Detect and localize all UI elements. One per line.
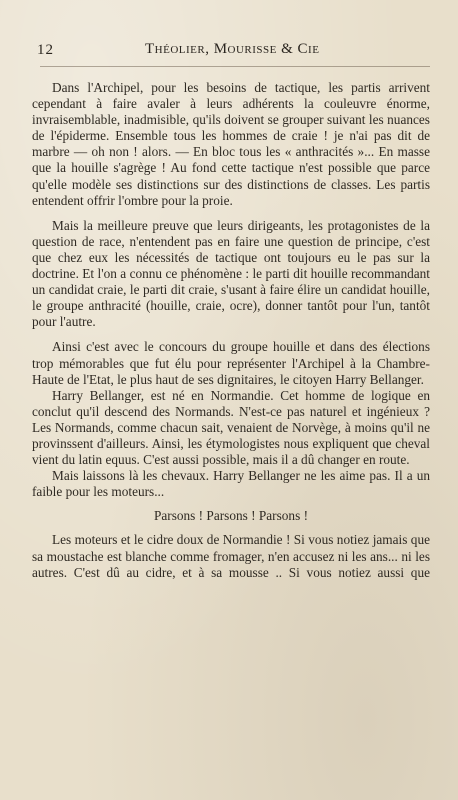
paragraph-4: Harry Bellanger, est né en Normandie. Cet homme de logique en conclut qu'il descend des Normands. N'est-ce pas naturel et ingénieux ? Les Normands, comme chacun sait, venaient de Norvège, à moins qu'il ne provinssent d'ailleurs. Ainsi, les étymologistes nous expliquent que cheval vient du latin equus. C'est aussi possible, mais il a dû changer en route. bbox=[32, 387, 430, 468]
paragraph-1: Dans l'Archipel, pour les besoins de tactique, les partis arrivent cependant à faire avaler à leurs adhérents la couleuvre énorme, invraisemblable, inadmisible, qu'ils doivent se grouper suivant les nuances de l'épiderme. Ensemble tous les hommes de craie ! je n'ai pas dit de marbre — oh non ! alors. — En bloc tous les « anthracités »... En masse que la houille s'agrège ! Au fond cette tactique n'est possible que parce qu'elle modèle ses distinctions sur des distinctions de classes. Les partis entendent offrir l'ombre pour la proie. bbox=[32, 80, 430, 208]
paragraph-6-exclamation: Parsons ! Parsons ! Parsons ! bbox=[153, 508, 309, 524]
body-text bbox=[32, 80, 430, 581]
paragraph-3: Ainsi c'est avec le concours du groupe houille et dans des élections trop mémorables que fut élu pour représenter l'Archipel à la Chambre-Haute de l'Etat, le plus haut de ses dignitaires, le citoyen Harry Bellanger. bbox=[32, 339, 430, 387]
running-title: Théolier, Mourisse & Cie bbox=[145, 41, 320, 57]
paragraph-7: Les moteurs et le cidre doux de Normandie ! Si vous notiez jamais que sa moustache est blanche comme fromager, n'en accusez ni les ans... ni les autres. C'est dû au cidre, et à sa mousse .. Si vous notiez aussi que bbox=[32, 532, 430, 580]
page-header bbox=[37, 40, 428, 64]
paragraph-2: Mais la meilleure preuve que leurs dirigeants, les protagonistes de la question de race, n'entendent pas en faire une question de principe, c'est que chez eux les nécessités de tactique ont toujours eu le pas sur la doctrine. Et l'on a connu ce phénomène : le parti dit houille recommandant un candidat craie, le parti dit craie, s'usant à faire élire un candidat houille, le groupe anthracité (houille, craie, ocre), donner tantôt pour l'un, tantôt pour l'autre. bbox=[32, 217, 430, 330]
paragraph-5: Mais laissons là les chevaux. Harry Bellanger ne les aime pas. Il a un faible pour les moteurs... bbox=[32, 468, 430, 500]
page-number: 12 bbox=[37, 42, 54, 58]
header-rule bbox=[40, 66, 430, 67]
